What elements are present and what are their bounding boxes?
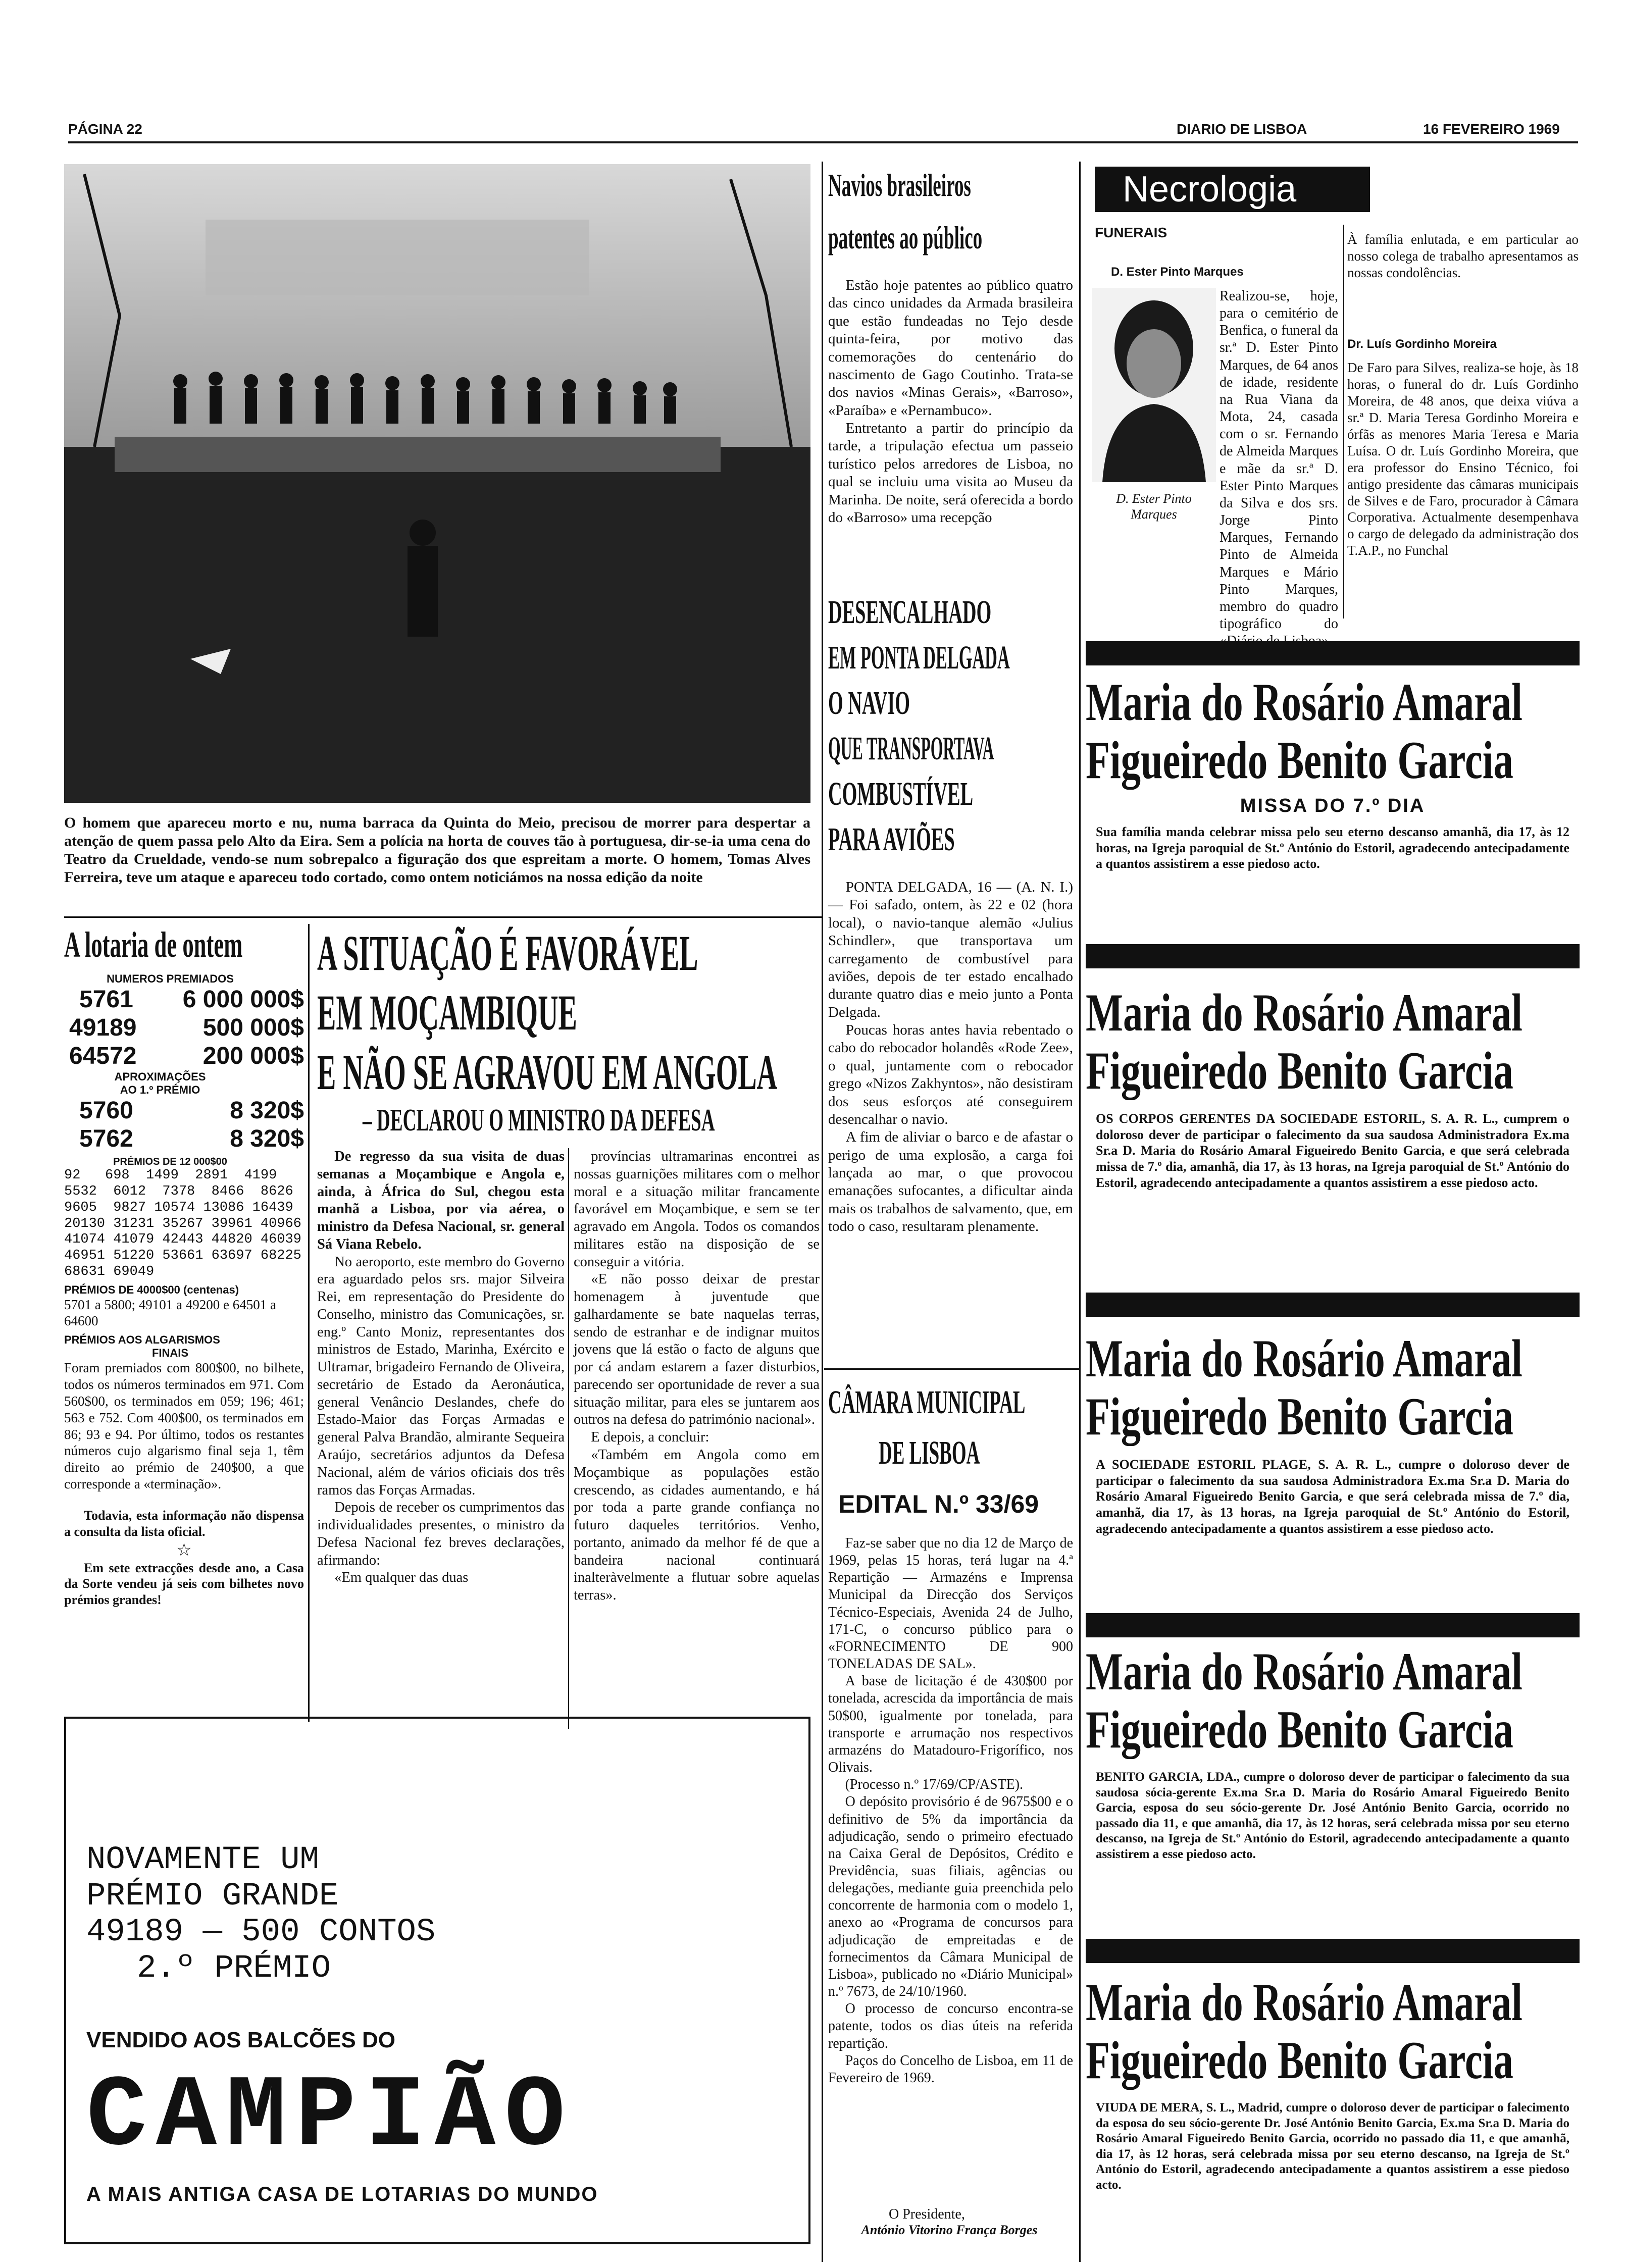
- obituary-text: De Faro para Silves, realiza-se hoje, às 18 horas, o funeral do dr. Luís Gordinho Moreira, de 48 anos, que deixa viúva a sr.ª D. Maria Teresa Gordinho Moreira e órfãs as menores Maria Teresa e Maria Luísa. O dr. Luís Gordinho Moreira, que era professor do Ensino Técnico, foi antigo presidente das câmaras municipais de Silves e de Faro, procurador à Câmara Corporativa. Actualmente desempenhava o cargo de delegado da administração dos T.A.P., no Funchal: [1347, 360, 1579, 558]
- notice-name: Maria do Rosário Amaral: [1086, 673, 1522, 732]
- notice-border: [1086, 1939, 1580, 1963]
- desencalhado-article: [828, 593, 1073, 1313]
- navios-article: [828, 167, 1073, 575]
- newspaper-name: DIARIO DE LISBOA: [1177, 121, 1307, 137]
- notice-border: [1086, 944, 1580, 968]
- notice-text: OS CORPOS GERENTES DA SOCIEDADE ESTORIL, S. A. R. L., cumprem o doloroso dever de participar o falecimento da sua saudosa Administradora Ex.ma Sr.a D. Maria do Rosário Amaral Figueiredo Benito Garcia, e que será celebrada missa de 7.º dia, amanhã, dia 17, às 13 horas, na Igreja paroquial de St.º António do Estoril, agradecendo antecipadamente a quantos assistirem a esse piedoso acto.: [1096, 1111, 1569, 1190]
- paragraph: O depósito provisório é de 9675$00 e o definitivo de 5% da importância da adjudicação, sendo o primeiro efectuado na Caixa Geral de Depósitos, Crédito e Previdência, suas filiais, agências ou delegações, mediante guia preenchida pelo concorrente de harmonia com o modelo 1, anexo ao «Programa de concursos para adjudicação de empreitadas e de fornecimentos da Câmara Municipal de Lisboa», publicado no «Diário Municipal» n.º 7673, de 24/10/1960.: [828, 1794, 1073, 2000]
- headline-line: E NÃO SE AGRAVOU EM ANGOLA: [317, 1044, 778, 1100]
- ad-line: NOVAMENTE UM: [86, 1842, 319, 1878]
- section-label: FINAIS: [151, 1346, 189, 1359]
- lotaria-note: Todavia, esta informação não dispensa a consulta da lista oficial.: [64, 1508, 304, 1539]
- ad-brand: CAMPIÃO: [86, 2060, 575, 2175]
- section-rule: [64, 916, 822, 918]
- obituary-text: À família enlutada, e em particular ao nosso colega de trabalho apresentamos as nossas condolências.: [1347, 232, 1579, 280]
- headline-line: EM MOÇAMBIQUE: [317, 985, 577, 1041]
- prize-value: 500 000$: [202, 1014, 304, 1041]
- edital-number: EDITAL N.º 33/69: [838, 1490, 1039, 1518]
- ad-line: 49189 — 500 CONTOS: [86, 1914, 436, 1951]
- lotaria-title: A lotaria de ontem: [64, 924, 243, 965]
- section-label: AO 1.º PRÉMIO: [120, 1084, 200, 1096]
- prize-row: [64, 1042, 304, 1070]
- section-label: PRÉMIOS DE 12 000$00: [113, 1156, 227, 1167]
- prize-number: 49189: [69, 1014, 137, 1041]
- funeral-notice: [1086, 672, 1580, 872]
- headline-line: COMBUSTÍVEL: [828, 776, 974, 812]
- headline-line: A SITUAÇÃO É FAVORÁVEL: [317, 925, 698, 981]
- prize-number-grid: 92 698 1499 2891 4199 5532 6012 7378 8466 8626 9605 9827 10574 13086 16439 20130 31231 35267 39961 40966 41074 41079 42443 44820 46039 46951 51220 53661 63697 68225 68631 69049: [64, 1168, 301, 1280]
- headline-line: EM PONTA DELGADA: [828, 639, 1010, 676]
- prize-number: 5760: [79, 1097, 133, 1124]
- headline: Navios brasileiros: [828, 167, 971, 203]
- funeral-notice: [1086, 1972, 1580, 2227]
- edital-body: [828, 1535, 1073, 2201]
- necrologia-banner: [1095, 167, 1370, 212]
- lotaria-column: [64, 924, 304, 1608]
- paragraph: Depois de receber os cumprimentos das individualidades presentes, o ministro da Defesa Nacional fez breves declarações, afirmando:: [317, 1500, 565, 1568]
- notice-name: Figueiredo Benito Garcia: [1086, 1700, 1513, 1759]
- column-rule: [568, 1148, 569, 1729]
- signature-name: António Vitorino França Borges: [861, 2223, 1038, 2237]
- prize-value: 8 320$: [230, 1097, 304, 1124]
- section-rule: [824, 1368, 1079, 1370]
- section-label: PRÉMIOS AOS ALGARISMOS: [64, 1333, 220, 1346]
- funeral-notice: [1086, 1641, 1580, 1862]
- headline: patentes ao público: [828, 220, 983, 255]
- centenas-text: 5701 a 5800; 49101 a 49200 e 64501 a 64600: [64, 1297, 276, 1329]
- headline-line: PARA AVIÕES: [828, 821, 955, 858]
- notice-border: [1086, 641, 1580, 665]
- headline-line: O NAVIO: [828, 685, 910, 721]
- funerais-label: FUNERAIS: [1095, 225, 1167, 240]
- prize-value: 200 000$: [202, 1043, 304, 1069]
- notice-text: BENITO GARCIA, LDA., cumpre o doloroso dever de participar o falecimento da sua saudosa sócia-gerente Ex.ma Sr.a D. Maria do Rosário Amaral Figueiredo Benito Garcia, esposa do seu sócio-gerente Dr. José António Benito Garcia, ocorrido no passado dia 11, e que amanhã, dia 17, às 12 horas, será celebrada missa por seu eterno descanso, na Igreja de St.º António do Estoril, agradecendo antecipadamente a quanto assistirem a esse piedoso acto.: [1096, 1770, 1569, 1861]
- headline: DE LISBOA: [879, 1434, 980, 1471]
- column-rule: [1343, 225, 1344, 618]
- paragraph: «Em qualquer das duas: [334, 1570, 469, 1586]
- prize-row: [64, 1014, 304, 1042]
- notice-name: Figueiredo Benito Garcia: [1086, 2031, 1513, 2090]
- notice-name: Figueiredo Benito Garcia: [1086, 1041, 1513, 1100]
- section-label: PRÉMIOS DE 4000$00 (centenas): [64, 1283, 239, 1297]
- notice-name: Figueiredo Benito Garcia: [1086, 1387, 1513, 1446]
- portrait-caption: D. Ester Pinto Marques: [1116, 491, 1192, 522]
- paragraph: Faz-se saber que no dia 12 de Março de 1969, pelas 15 horas, terá lugar na 4.ª Repartição — Armazéns e Imprensa Municipal da Direcção dos Serviços Técnico-Especiais, Avenida 24 de Julho, 171-C, o concurso público para o «FORNECIMENTO DE 900 TONELADAS DE SAL».: [828, 1535, 1073, 1672]
- article-column: [574, 1148, 820, 1729]
- photo-caption: O homem que apareceu morto e nu, numa barraca da Quinta do Meio, precisou de morrer para despertar a atenção de quem passa pelo Alto da Eira. Sem a polícia na horta de couves tão à portuguesa, dir-se-ia uma cena do Teatro da Crueldade, vendo-se num sobrepalco a figuração dos que espreitam a morte. O homem, Tomas Alves Ferreira, teve um ataque e apareceu todo cortado, como ontem noticiámos na nossa edição da noite: [64, 814, 810, 886]
- ad-line: 2.º PRÉMIO: [137, 1950, 331, 1987]
- headline: CÂMARA MUNICIPAL: [828, 1384, 1026, 1421]
- camara-edital: [828, 1383, 1073, 2238]
- notice-subtitle: MISSA DO 7.º DIA: [1240, 795, 1426, 816]
- prize-value: 6 000 000$: [182, 986, 304, 1013]
- paragraph: «E não posso deixar de prestar homenagem à juventude que galhardamente se bate naquelas terras, sendo de estranhar e de indignar muitos jovens que lá estão o facto de alguns que por cá andam estarem a fazer disturbios, parecendo ser oportunidade de rever a sua situação militar, para eles se juntarem aos outros na defesa do património nacional».: [574, 1271, 820, 1428]
- subheadline: – DECLAROU O MINISTRO DA DEFESA: [363, 1103, 715, 1138]
- paragraph: No aeroporto, este membro do Governo era aguardado pelos srs. major Silveira Rei, em representação do Presidente do Conselho, ministro das Comunicações, sr. eng.º Canto Moniz, representantes dos ministros de Estado, Marinha, Exército e Ultramar, brigadeiro Fernando de Oliveira, secretário de Estado da Aeronáutica, general Venâncio Deslandes, chefe do Estado-Maior das Forças Armadas e general Palva Brandão, almirante Sequeira Araújo, secretários adjuntos da Defesa Nacional, além de vários oficiais dos três ramos das Forças Armadas.: [317, 1254, 565, 1498]
- paragraph: PONTA DELGADA, 16 — (A. N. I.) — Foi safado, ontem, às 22 e 02 (hora local), o navio-tanque alemão «Julius Schindler», que transportava um carregamento de combustível para aviões, depois de ter estado encalhado durante quatro dias e meio junto a Ponta Delgada.: [828, 879, 1073, 1020]
- paragraph: Estão hoje patentes ao público quatro das cinco unidades da Armada brasileira que estão fundeadas no Tejo desde quinta-feira, por motivo das comemorações do centenário do nascimento de Gago Coutinho. Trata-se dos navios «Minas Gerais», «Barroso», «Paraíba» e «Pernambuco».: [828, 277, 1073, 419]
- ad-line: PRÉMIO GRANDE: [86, 1878, 339, 1915]
- notice-name: Figueiredo Benito Garcia: [1086, 731, 1513, 790]
- paragraph: Entretanto a partir do princípio da tarde, a tripulação efectua um passeio turístico pelos arredores de Lisboa, no qual se incluiu uma visita ao Museu da Marinha. De noite, será oferecida a bordo do «Barroso» uma recepção: [828, 420, 1073, 526]
- obituary-name: D. Ester Pinto Marques: [1111, 265, 1244, 279]
- prize-number: 5762: [79, 1125, 133, 1152]
- news-photo: [64, 164, 810, 803]
- ad-line: VENDIDO AOS BALCÕES DO: [86, 2028, 395, 2052]
- paragraph: províncias ultramarinas encontrei as nossas guarnições militares com o melhor moral e a situação militar francamente favorável em Moçambique, e sem se ter agravado em Angola. Todos os comandos militares estão na disposição de se conseguir a vitória.: [574, 1149, 820, 1270]
- prize-number: 64572: [69, 1043, 137, 1069]
- paragraph: Paços do Concelho de Lisboa, em 11 de Fevereiro de 1969.: [828, 2052, 1073, 2086]
- column-rule: [308, 924, 310, 1722]
- prize-row: [64, 1097, 304, 1125]
- funeral-notice: [1086, 982, 1580, 1191]
- paragraph: A base de licitação é de 430$00 por tonelada, acrescida da importância de mais 50$00, igualmente por tonelada, para transporte e arrumação nos respectivos armazéns do Matadouro-Frigorífico, nos Olivais.: [828, 1673, 1073, 1776]
- notice-text: A SOCIEDADE ESTORIL PLAGE, S. A. R. L., cumpre o doloroso dever de participar o falecimento da sua saudosa Administradora Ex.ma Sr.a D. Maria do Rosário Amaral Figueiredo Benito Garcia, e que será celebrada missa de 7.º dia, amanhã, dia 17, às 13 horas, na Igreja paroquial de St.º António do Estoril, agradecendo antecipadamente a quantos assistirem a esse piedoso acto.: [1096, 1457, 1569, 1536]
- situacao-article: [317, 924, 820, 1729]
- headline-line: QUE TRANSPORTAVA: [828, 730, 994, 767]
- paragraph: Poucas horas antes havia rebentado o cabo do rebocador holandês «Rode Zee», o qual, juntamente com o rebocador grego «Nizos Zakhyntos», não desistiram dos seus esforços até conseguirem desencalhar o navio.: [828, 1022, 1073, 1127]
- page-number: PÁGINA 22: [68, 121, 142, 137]
- algarismos-text: Foram premiados com 800$00, no bilhete, todos os números terminados em 971. Com 560$00, os terminados em 059; 196; 461; 563 e 752. Com 400$00, os terminados em 86; 93 e 94. Por último, todos os restantes números cujo algarismo final seja 1, têm direito ao prémio de 240$00, a que corresponde a «terminação».: [64, 1360, 304, 1492]
- paragraph: «Também em Angola como em Moçambique as populações estão crescendo, as cidades aumentando, e há por toda a parte grande confiança no futuro daqueles territórios. Venho, portanto, animado da melhor fé de que a bandeira nacional continuará inalteràvelmente a flutuar sobre aquelas terras».: [574, 1447, 820, 1604]
- necrologia-title: Necrologia: [1123, 169, 1297, 210]
- signature-title: O Presidente,: [889, 2206, 965, 2222]
- column-rule: [1079, 162, 1081, 2262]
- article-column: [317, 1148, 565, 1729]
- header-rule: [68, 141, 1578, 143]
- funeral-notice: [1086, 1328, 1580, 1537]
- article-body: [828, 879, 1073, 1313]
- prize-number: 5761: [79, 986, 133, 1013]
- obituary-name: Dr. Luís Gordinho Moreira: [1347, 337, 1497, 351]
- notice-border: [1086, 1613, 1580, 1637]
- paragraph: A fim de aliviar o barco e de afastar o perigo de uma explosão, a carga foi lançada ao mar, o que provocou emanações sufocantes, a dificultar ainda mais os trabalhos de salvamento, que, em todo o caso, resultaram plenamente.: [828, 1129, 1073, 1235]
- notice-name: Maria do Rosário Amaral: [1086, 1973, 1522, 2032]
- lotaria-note: Em sete extracções desde ano, a Casa da Sorte vendeu já seis com bilhetes novo prémios grandes!: [64, 1560, 304, 1608]
- portrait-photo: [1092, 288, 1216, 482]
- ad-slogan: A MAIS ANTIGA CASA DE LOTARIAS DO MUNDO: [86, 2183, 598, 2205]
- prize-row: [64, 1125, 304, 1153]
- paragraph: E depois, a concluir:: [591, 1429, 709, 1446]
- paragraph: O processo de concurso encontra-se patente, todos os dias úteis na referida repartição.: [828, 2001, 1073, 2051]
- prize-value: 8 320$: [230, 1125, 304, 1152]
- section-label: APROXIMAÇÕES: [114, 1070, 206, 1083]
- prize-row: [64, 986, 304, 1014]
- notice-border: [1086, 1293, 1580, 1317]
- notice-name: Maria do Rosário Amaral: [1086, 1329, 1522, 1388]
- notice-name: Maria do Rosário Amaral: [1086, 983, 1522, 1042]
- campiao-advertisement: [64, 1717, 810, 2244]
- notice-text: Sua família manda celebrar missa pelo seu eterno descanso amanhã, dia 17, às 12 horas, na Igreja paroquial de St.º António do Estoril, agradecendo antecipadamente a quantos assistirem a esse piedoso acto.: [1096, 824, 1569, 871]
- paragraph: (Processo n.º 17/69/CP/ASTE).: [845, 1777, 1024, 1793]
- obituary-text: Realizou-se, hoje, para o cemitério de Benfica, o funeral da sr.ª D. Ester Pinto Marques, de 64 anos de idade, residente na Rua Viana da Mota, 24, casada com o sr. Fernando de Almeida Marques e mãe da sr.ª D. Ester Pinto Marques da Silva e dos srs. Jorge Pinto Marques, Fernando Pinto de Almeida Marques e Mário Pinto Marques, membro do quadro tipográfico do: [1220, 288, 1338, 632]
- notice-text: VIUDA DE MERA, S. L., Madrid, cumpre o doloroso dever de participar o falecimento da esposa do seu sócio-gerente Dr. José António Benito Garcia, Ex.ma Sr.a D. Maria do Rosário Amaral Figueiredo Benito Garcia, ocorrido no passado dia 11, e que amanhã, dia 17, às 12 horas, será celebrada missa por seu eterno descanso, na Igreja de St.º António do Estoril, agradecendo antecipadamente a quantos assistirem a esse piedoso acto.: [1096, 2101, 1569, 2192]
- paragraph: De regresso da sua visita de duas semanas a Moçambique e Angola e, ainda, à África do Sul, chegou esta manhã a Lisboa, por via aérea, o ministro da Defesa Nacional, sr. general Sá Viana Rebelo.: [317, 1149, 565, 1252]
- section-label: NUMEROS PREMIADOS: [107, 972, 234, 985]
- headline-line: DESENCALHADO: [828, 594, 992, 631]
- article-body: [828, 277, 1073, 575]
- star-icon: ☆: [176, 1540, 192, 1560]
- notice-name: Maria do Rosário Amaral: [1086, 1642, 1522, 1701]
- column-rule: [822, 162, 823, 2262]
- issue-date: 16 FEVEREIRO 1969: [1423, 121, 1560, 137]
